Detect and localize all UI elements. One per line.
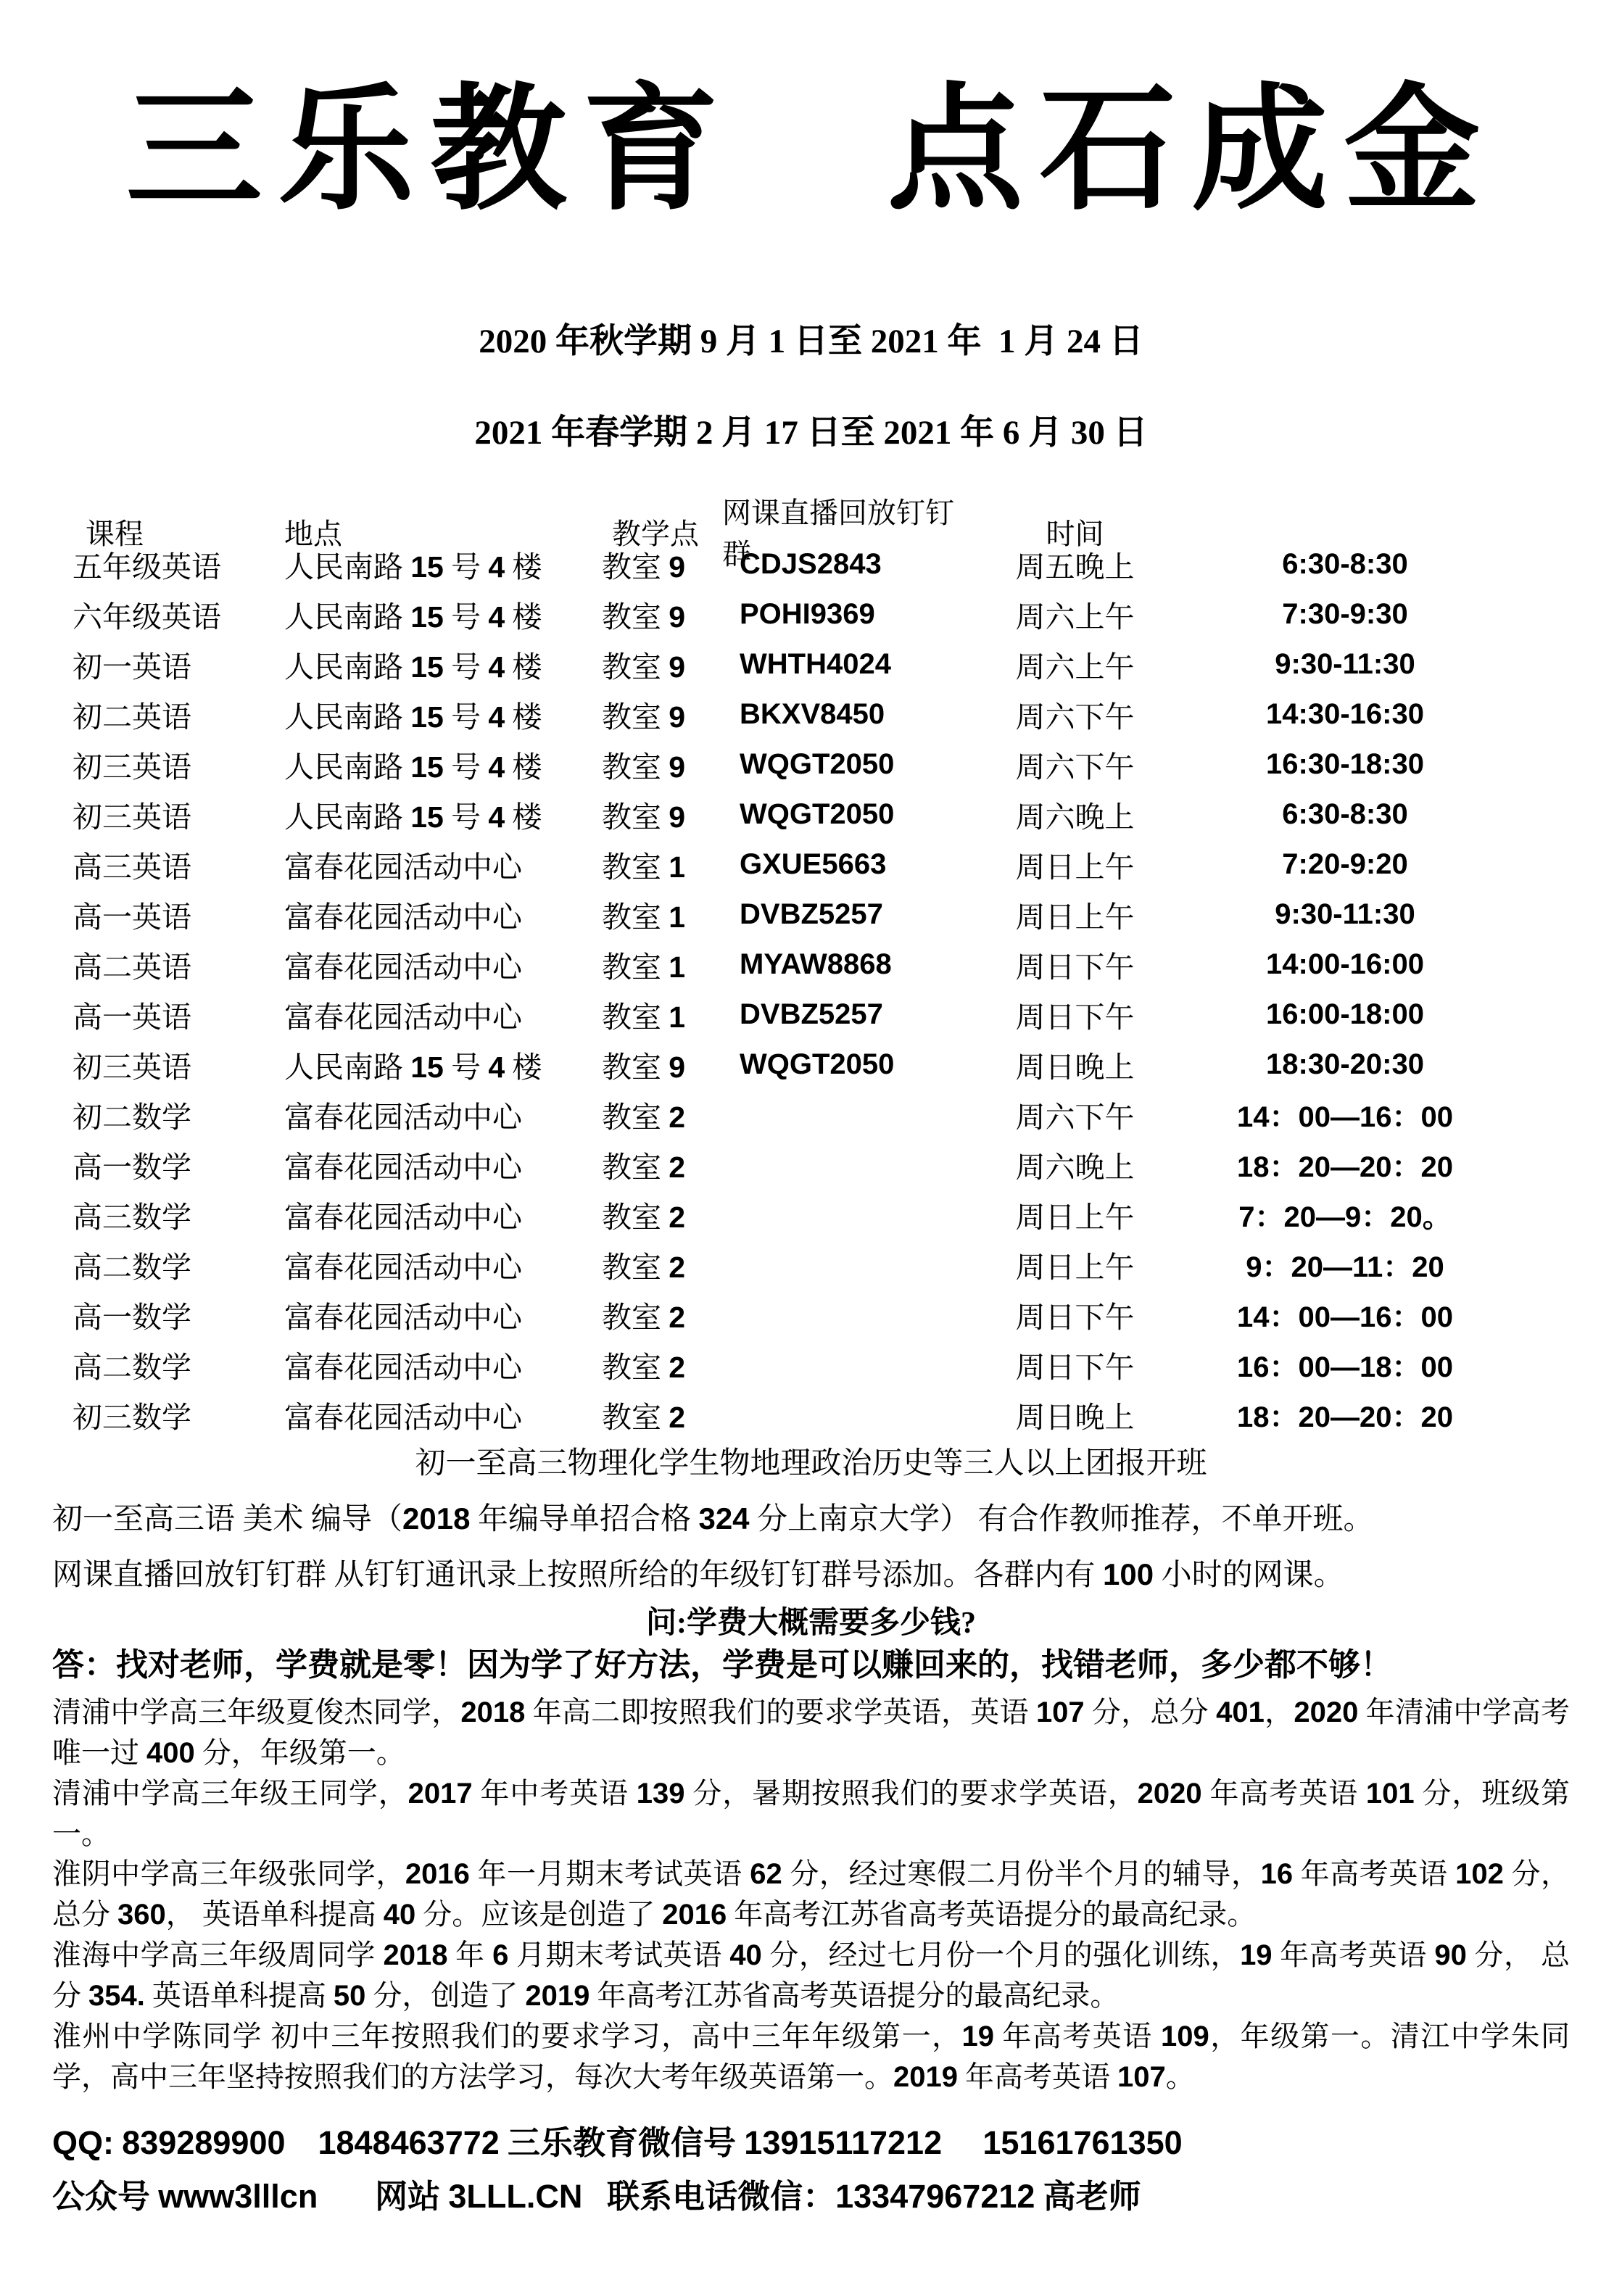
location-cell: 人民南路 15 号 4 楼 [284, 650, 542, 684]
location-cell: 人民南路 15 号 4 楼 [284, 600, 542, 634]
schedule-rows [73, 539, 1570, 1440]
location-cell: 人民南路 15 号 4 楼 [284, 800, 542, 834]
course-cell: 高一英语 [73, 900, 191, 934]
schedule-row [73, 840, 1570, 890]
location-cell: 富春花园活动中心 [284, 1201, 522, 1235]
tuition-question: 问:学费大概需要多少钱? [646, 1607, 976, 1641]
dingtalk-group-cell: DVBZ5257 [740, 998, 883, 1031]
day-cell: 周六下午 [1015, 750, 1135, 784]
time-cell: 9:30-11:30 [1275, 898, 1415, 931]
time-cell: 9：20—11：20 [1246, 1251, 1444, 1284]
dingtalk-group-cell: MYAW8868 [740, 948, 892, 981]
course-cell: 高二数学 [73, 1251, 191, 1285]
time-cell: 16:00-18:00 [1266, 998, 1424, 1031]
schedule-row [73, 1390, 1570, 1440]
course-cell: 五年级英语 [73, 550, 221, 584]
classroom-cell: 教室 2 [602, 1351, 686, 1385]
location-cell: 富春花园活动中心 [284, 1301, 522, 1335]
schedule-row [73, 1190, 1570, 1240]
location-cell: 富春花园活动中心 [284, 1351, 522, 1385]
day-cell: 周五晚上 [1015, 550, 1135, 584]
time-cell: 16：00—18：00 [1237, 1351, 1453, 1384]
dingtalk-group-cell: GXUE5663 [740, 848, 887, 881]
day-cell: 周六晚上 [1015, 800, 1135, 834]
day-cell: 周六上午 [1015, 600, 1135, 634]
header-course: 课程 [86, 517, 144, 550]
day-cell: 周日上午 [1015, 1251, 1135, 1285]
testimonial-paragraph: 清浦中学高三年级夏俊杰同学，2018 年高二即按照我们的要求学英语，英语 107 分，总分 401，2020 年清浦中学高考唯一过 400 分，年级第一。 [52, 1696, 1571, 1770]
dingtalk-group-cell: CDJS2843 [740, 548, 882, 581]
art-course-note: 初一至高三语 美术 编导（2018 年编导单招合格 324 分上南京大学） 有合作教师推荐，不单开班。 [52, 1501, 1374, 1537]
time-cell: 16:30-18:30 [1266, 748, 1424, 781]
schedule-row [73, 1340, 1570, 1390]
testimonial-paragraph: 淮阴中学高三年级张同学，2016 年一月期末考试英语 62 分，经过寒假二月份半个月的辅导，16 年高考英语 102 分，总分 360， 英语单科提高 40 分。应该是创造了 2016 年高考江苏省高考英语提分的最高纪录。 [52, 1857, 1571, 1931]
group-class-note: 初一至高三物理化学生物地理政治历史等三人以上团报开班 [415, 1447, 1207, 1481]
time-cell: 18：20—20：20 [1237, 1401, 1453, 1434]
schedule-table [73, 490, 1570, 1440]
contact-section [52, 2116, 1570, 2224]
course-cell: 高三英语 [73, 850, 191, 884]
schedule-row [73, 689, 1570, 739]
time-cell: 18:30-20:30 [1266, 1048, 1424, 1081]
schedule-row [73, 990, 1570, 1040]
classroom-cell: 教室 9 [602, 700, 686, 734]
time-cell: 9:30-11:30 [1275, 648, 1415, 681]
schedule-row [73, 1090, 1570, 1140]
time-cell: 14：00—16：00 [1237, 1101, 1453, 1134]
course-cell: 初二英语 [73, 700, 191, 734]
day-cell: 周六下午 [1015, 700, 1135, 734]
course-cell: 高一英语 [73, 1000, 191, 1035]
location-cell: 富春花园活动中心 [284, 900, 522, 934]
location-cell: 富春花园活动中心 [284, 1151, 522, 1185]
classroom-cell: 教室 1 [602, 1000, 686, 1035]
testimonial-section [52, 1692, 1570, 2097]
dingtalk-group-cell: WQGT2050 [740, 1048, 895, 1081]
day-cell: 周日晚上 [1015, 1401, 1135, 1435]
dingtalk-group-cell: DVBZ5257 [740, 898, 883, 931]
day-cell: 周日上午 [1015, 900, 1135, 934]
course-cell: 高二数学 [73, 1351, 191, 1385]
day-cell: 周日晚上 [1015, 1050, 1135, 1085]
schedule-row [73, 1240, 1570, 1290]
time-cell: 18：20—20：20 [1237, 1151, 1453, 1184]
website-contact-line: 公众号 www3lllcn 网站 3LLL.CN 联系电话微信：13347967212 高老师 [52, 2178, 1141, 2216]
classroom-cell: 教室 1 [602, 900, 686, 934]
course-cell: 高一数学 [73, 1301, 191, 1335]
course-cell: 高二英语 [73, 950, 191, 985]
classroom-cell: 教室 9 [602, 550, 686, 584]
schedule-row [73, 940, 1570, 990]
semester-line-spring: 2021 年春学期 2 月 17 日至 2021 年 6 月 30 日 [474, 414, 1148, 452]
day-cell: 周日下午 [1015, 1000, 1135, 1035]
classroom-cell: 教室 1 [602, 950, 686, 985]
day-cell: 周六上午 [1015, 650, 1135, 684]
location-cell: 人民南路 15 号 4 楼 [284, 750, 542, 784]
dingtalk-group-cell: BKXV8450 [740, 698, 885, 731]
tuition-answer: 答：找对老师，学费就是零！因为学了好方法，学费是可以赚回来的，找错老师，多少都不够！ [52, 1647, 1392, 1683]
header-dingtalk-group: 网课直播回放钉钉群 [722, 497, 954, 571]
course-cell: 高三数学 [73, 1201, 191, 1235]
location-cell: 富春花园活动中心 [284, 1000, 522, 1035]
classroom-cell: 教室 9 [602, 1050, 686, 1085]
schedule-row [73, 890, 1570, 940]
location-cell: 富春花园活动中心 [284, 1101, 522, 1135]
schedule-row [73, 739, 1570, 789]
location-cell: 人民南路 15 号 4 楼 [284, 1050, 542, 1085]
dingtalk-group-cell: WQGT2050 [740, 748, 895, 781]
classroom-cell: 教室 1 [602, 850, 686, 884]
day-cell: 周日下午 [1015, 1301, 1135, 1335]
day-cell: 周日下午 [1015, 1351, 1135, 1385]
time-cell: 7：20—9：20。 [1238, 1201, 1452, 1234]
semester-dates [52, 296, 1570, 478]
course-cell: 初一英语 [73, 650, 191, 684]
day-cell: 周六下午 [1015, 1101, 1135, 1135]
dingtalk-group-cell: WHTH4024 [740, 648, 891, 681]
classroom-cell: 教室 9 [602, 800, 686, 834]
location-cell: 人民南路 15 号 4 楼 [284, 700, 542, 734]
classroom-cell: 教室 2 [602, 1201, 686, 1235]
header-classroom: 教学点 [612, 517, 699, 550]
schedule-row [73, 1290, 1570, 1340]
schedule-row [73, 589, 1570, 639]
testimonial-paragraph: 淮海中学高三年级周同学 2018 年 6 月期末考试英语 40 分，经过七月份一个月的强化训练，19 年高考英语 90 分， 总分 354. 英语单科提高 50 分，创造了 2019 年高考江苏省高考英语提分的最高纪录。 [52, 1939, 1571, 2013]
day-cell: 周日下午 [1015, 950, 1135, 985]
location-cell: 富春花园活动中心 [284, 850, 522, 884]
schedule-row [73, 789, 1570, 840]
location-cell: 人民南路 15 号 4 楼 [284, 550, 542, 584]
course-cell: 初三英语 [73, 750, 191, 784]
course-cell: 初二数学 [73, 1101, 191, 1135]
time-cell: 6:30-8:30 [1282, 798, 1408, 831]
day-cell: 周日上午 [1015, 1201, 1135, 1235]
dingtalk-group-cell: POHI9369 [740, 598, 875, 631]
day-cell: 周日上午 [1015, 850, 1135, 884]
time-cell: 7:30-9:30 [1282, 598, 1408, 631]
time-cell: 14：00—16：00 [1237, 1301, 1453, 1334]
classroom-cell: 教室 2 [602, 1401, 686, 1435]
location-cell: 富春花园活动中心 [284, 950, 522, 985]
time-cell: 6:30-8:30 [1282, 548, 1408, 581]
course-cell: 六年级英语 [73, 600, 221, 634]
classroom-cell: 教室 2 [602, 1151, 686, 1185]
time-cell: 7:20-9:20 [1282, 848, 1408, 881]
dingtalk-group-cell: WQGT2050 [740, 798, 895, 831]
day-cell: 周六晚上 [1015, 1151, 1135, 1185]
page-title: 三乐教育 点石成金 [125, 75, 1497, 226]
classroom-cell: 教室 2 [602, 1301, 686, 1335]
testimonial-paragraph: 淮州中学陈同学 初中三年按照我们的要求学习，高中三年年级第一，19 年高考英语 109，年级第一。清江中学朱同学，高中三年坚持按照我们的方法学习，每次大考年级英语第一。2019 年高考英语 107。 [52, 2020, 1571, 2094]
schedule-row [73, 639, 1570, 689]
location-cell: 富春花园活动中心 [284, 1251, 522, 1285]
schedule-row [73, 1140, 1570, 1190]
course-cell: 初三英语 [73, 800, 191, 834]
testimonial-paragraph: 清浦中学高三年级王同学，2017 年中考英语 139 分，暑期按照我们的要求学英语，2020 年高考英语 101 分，班级第一。 [52, 1777, 1571, 1851]
classroom-cell: 教室 9 [602, 750, 686, 784]
location-cell: 富春花园活动中心 [284, 1401, 522, 1435]
semester-line-fall: 2020 年秋学期 9 月 1 日至 2021 年 1 月 24 日 [479, 323, 1143, 361]
classroom-cell: 教室 2 [602, 1251, 686, 1285]
time-cell: 14:00-16:00 [1266, 948, 1424, 981]
course-cell: 初三英语 [73, 1050, 191, 1085]
classroom-cell: 教室 2 [602, 1101, 686, 1135]
qq-contact-line: QQ: 839289900 1848463772 三乐教育微信号 13915117212 15161761350 [52, 2124, 1183, 2162]
classroom-cell: 教室 9 [602, 650, 686, 684]
dingtalk-note: 网课直播回放钉钉群 从钉钉通讯录上按照所给的年级钉钉群号添加。各群内有 100 小时的网课。 [52, 1557, 1344, 1593]
time-cell: 14:30-16:30 [1266, 698, 1424, 731]
header-time: 时间 [1046, 517, 1104, 550]
header-location: 地点 [284, 517, 342, 550]
schedule-row [73, 1040, 1570, 1090]
classroom-cell: 教室 9 [602, 600, 686, 634]
course-cell: 高一数学 [73, 1151, 191, 1185]
course-cell: 初三数学 [73, 1401, 191, 1435]
